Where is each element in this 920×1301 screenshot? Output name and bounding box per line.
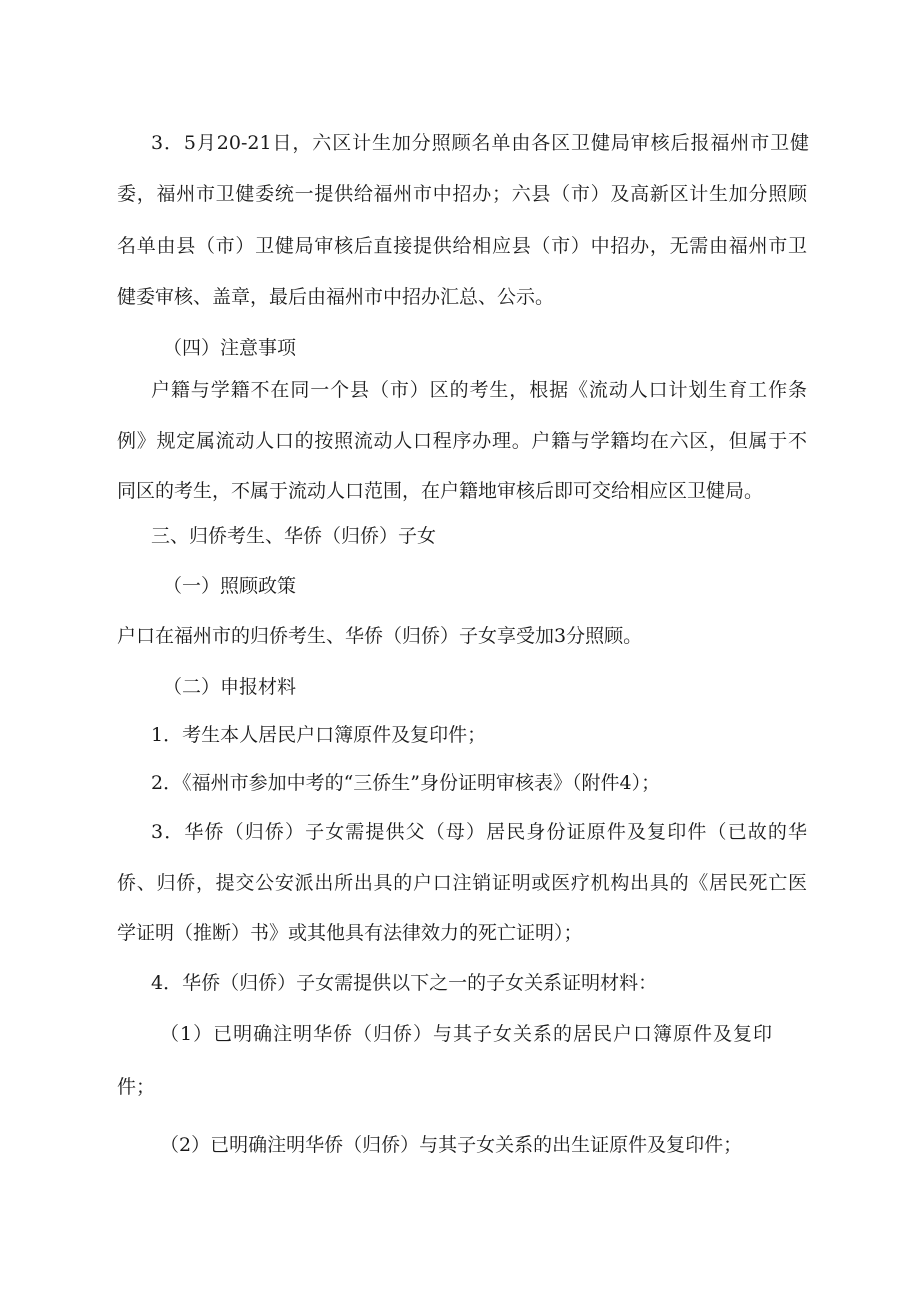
paragraph-line: 健委审核、盖章，最后由福州市中招办汇总、公示。 (117, 286, 555, 308)
paragraph-line: 3．5月20-21日，六区计生加分照顾名单由各区卫健局审核后报福州市卫健 (151, 132, 809, 154)
paragraph-line: 同区的考生，不属于流动人口范围，在户籍地审核后即可交给相应区卫健局。 (117, 480, 764, 502)
list-item: 3．华侨（归侨）子女需提供父（母）居民身份证原件及复印件（已故的华 (151, 821, 807, 843)
paragraph-line: 委，福州市卫健委统一提供给福州市中招办；六县（市）及高新区计生加分照顾 (117, 183, 807, 205)
sub-list-item: （2）已明确注明华侨（归侨）与其子女关系的出生证原件及复印件； (160, 1134, 743, 1156)
section-heading: 三、归侨考生、华侨（归侨）子女 (151, 525, 437, 547)
paragraph-line: 侨、归侨，提交公安派出所出具的户口注销证明或医疗机构出具的《居民死亡医 (117, 872, 807, 894)
section-heading: （二）申报材料 (163, 676, 297, 698)
paragraph-line: 件； (117, 1076, 156, 1098)
paragraph-line: 户籍与学籍不在同一个县（市）区的考生，根据《流动人口计划生育工作条 (151, 379, 807, 401)
paragraph-line: 学证明（推断）书》或其他具有法律效力的死亡证明）； (117, 922, 583, 944)
list-item: 2．《福州市参加中考的“三侨生”身份证明审核表》（附件4）； (151, 772, 661, 794)
list-item: 1．考生本人居民户口簿原件及复印件； (151, 724, 487, 746)
list-item: 4．华侨（归侨）子女需提供以下之一的子女关系证明材料： (151, 972, 658, 994)
sub-list-item: （1）已明确注明华侨（归侨）与其子女关系的居民户口簿原件及复印 (160, 1023, 772, 1045)
paragraph-line: 名单由县（市）卫健局审核后直接提供给相应县（市）中招办，无需由福州市卫 (117, 235, 807, 257)
paragraph-line: 例》规定属流动人口的按照流动人口程序办理。户籍与学籍均在六区，但属于不 (117, 430, 807, 452)
paragraph-line: 户口在福州市的归侨考生、华侨（归侨）子女享受加3分照顾。 (117, 625, 643, 647)
section-heading: （四）注意事项 (163, 337, 297, 359)
section-heading: （一）照顾政策 (163, 575, 297, 597)
